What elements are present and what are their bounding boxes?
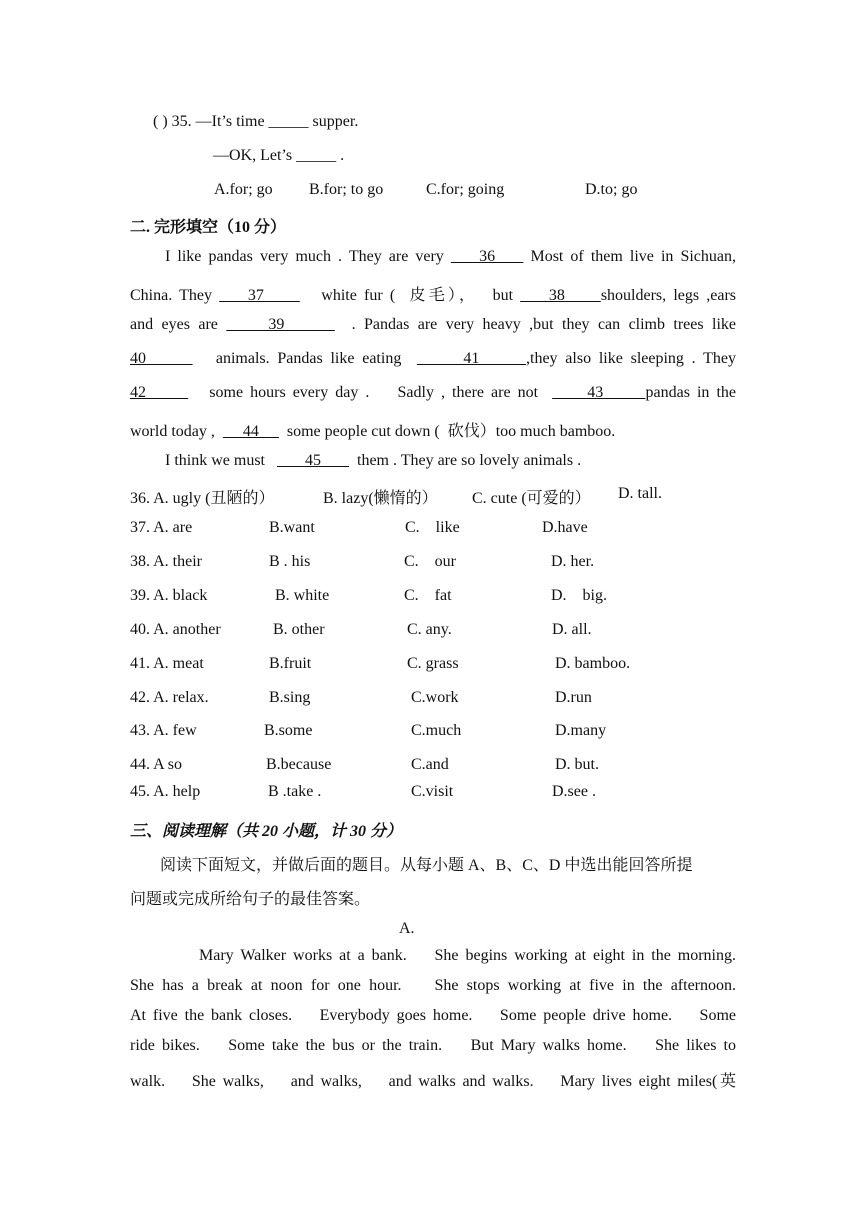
option-41-d: D. bamboo. — [555, 655, 631, 672]
blank-42: 42 — [130, 384, 189, 401]
cloze-line-4 — [130, 350, 736, 368]
cloze-text: I think we must — [165, 452, 277, 469]
option-43-a: 43. A. few — [130, 722, 197, 739]
option-44-b: B.because — [266, 756, 332, 773]
passage-label: A. — [399, 920, 415, 937]
reading-instruction-line-2: 问题或完成所给句子的最佳答案。 — [130, 891, 371, 908]
question-35-option-b: B.for; to go — [309, 181, 384, 198]
cloze-text: world today , — [130, 423, 223, 440]
option-42-a: 42. A. relax. — [130, 689, 209, 706]
option-38-d: D. her. — [551, 553, 595, 570]
option-39-a: 39. A. black — [130, 587, 208, 604]
blank-44: 44 — [222, 423, 279, 440]
option-40-c: C. any. — [407, 621, 452, 638]
question-35-stem: ( ) 35. —It’s time _____ supper. — [153, 113, 359, 130]
section-3-title: 三、阅读理解（共 20 小题，计 30 分） — [130, 823, 403, 840]
option-37-c: C. like — [405, 519, 460, 536]
option-41-c: C. grass — [407, 655, 459, 672]
cloze-line-3 — [130, 316, 736, 334]
blank-43: 43 — [552, 384, 646, 401]
option-38-b: B . his — [269, 553, 311, 570]
cloze-text: white fur ( 皮毛）， but — [299, 287, 521, 304]
blank-37: 37 — [219, 287, 300, 304]
blank-40: 40 — [130, 350, 193, 367]
option-41-b: B.fruit — [269, 655, 312, 672]
cloze-line-7 — [165, 452, 581, 470]
blank-36: 36 — [450, 248, 524, 265]
option-42-d: D.run — [555, 689, 592, 706]
option-44-c: C.and — [411, 756, 449, 773]
option-36-b: B. lazy(懒惰的） — [323, 490, 438, 507]
option-45-b: B .take . — [268, 783, 322, 800]
cloze-text: shoulders, legs ,ears — [600, 287, 737, 304]
cloze-line-1 — [165, 248, 736, 266]
option-39-d: D. big. — [551, 587, 607, 604]
option-36-a: 36. A. ugly (丑陋的） — [130, 490, 275, 507]
option-38-a: 38. A. their — [130, 553, 202, 570]
passage-line-3: At five the bank closes. Everybody goes home. Some people drive home. Some — [130, 1007, 736, 1024]
option-37-a: 37. A. are — [130, 519, 193, 536]
cloze-text: Most of them live in Sichuan, — [523, 248, 737, 265]
passage-line-5: walk. She walks, and walks, and walks and walks. Mary lives eight miles(英 — [130, 1073, 736, 1090]
passage-line-4: ride bikes. Some take the bus or the train. But Mary walks home. She likes to — [130, 1037, 736, 1054]
option-39-c: C. fat — [404, 587, 452, 604]
cloze-text: animals. Pandas like eating — [192, 350, 417, 367]
option-42-b: B.sing — [269, 689, 311, 706]
cloze-text: and eyes are — [130, 316, 227, 333]
cloze-text: some hours every day . Sadly , there are not — [188, 384, 553, 401]
option-37-b: B.want — [269, 519, 315, 536]
option-44-a: 44. A so — [130, 756, 183, 773]
cloze-text: ,they also like sleeping . They — [526, 350, 737, 367]
cloze-text: . Pandas are very heavy ,but they can climb trees like — [334, 316, 737, 333]
reading-instruction-line-1: 阅读下面短文，并做后面的题目。从每小题 A、B、C、D 中选出能回答所提 — [160, 857, 693, 874]
option-42-c: C.work — [411, 689, 459, 706]
option-40-b: B. other — [273, 621, 325, 638]
option-37-d: D.have — [542, 519, 588, 536]
option-45-c: C.visit — [411, 783, 454, 800]
cloze-text: some people cut down ( 砍伐）too much bamboo. — [278, 423, 616, 440]
question-35-option-c: C.for; going — [426, 181, 505, 198]
option-40-d: D. all. — [552, 621, 592, 638]
passage-line-2: She has a break at noon for one hour. She stops working at five in the afternoon. — [130, 977, 736, 994]
option-45-a: 45. A. help — [130, 783, 201, 800]
cloze-text: pandas in the — [645, 384, 737, 401]
option-41-a: 41. A. meat — [130, 655, 204, 672]
cloze-line-6 — [130, 418, 615, 441]
section-2-title: 二. 完形填空（10 分） — [130, 219, 287, 236]
option-43-c: C.much — [411, 722, 462, 739]
question-35-reply: —OK, Let’s _____ . — [213, 147, 345, 164]
option-39-b: B. white — [275, 587, 330, 604]
cloze-text: I like pandas very much . They are very — [165, 248, 451, 265]
cloze-text: China. They — [130, 287, 220, 304]
cloze-text: them . They are so lovely animals . — [349, 452, 582, 469]
blank-39: 39 — [226, 316, 335, 333]
passage-line-1: Mary Walker works at a bank. She begins working at eight in the morning. — [199, 947, 736, 964]
option-40-a: 40. A. another — [130, 621, 221, 638]
option-38-c: C. our — [404, 553, 456, 570]
cloze-line-5 — [130, 384, 736, 402]
option-36-d: D. tall. — [618, 485, 662, 502]
option-45-d: D.see . — [552, 783, 596, 800]
option-44-d: D. but. — [555, 756, 599, 773]
blank-45: 45 — [277, 452, 349, 469]
question-35-option-a: A.for; go — [214, 181, 273, 198]
cloze-line-2 — [130, 282, 736, 305]
question-35-option-d: D.to; go — [585, 181, 638, 198]
blank-38: 38 — [520, 287, 601, 304]
option-36-c: C. cute (可爱的） — [472, 490, 591, 507]
option-43-d: D.many — [555, 722, 607, 739]
blank-41: 41 — [416, 350, 526, 367]
option-43-b: B.some — [264, 722, 313, 739]
